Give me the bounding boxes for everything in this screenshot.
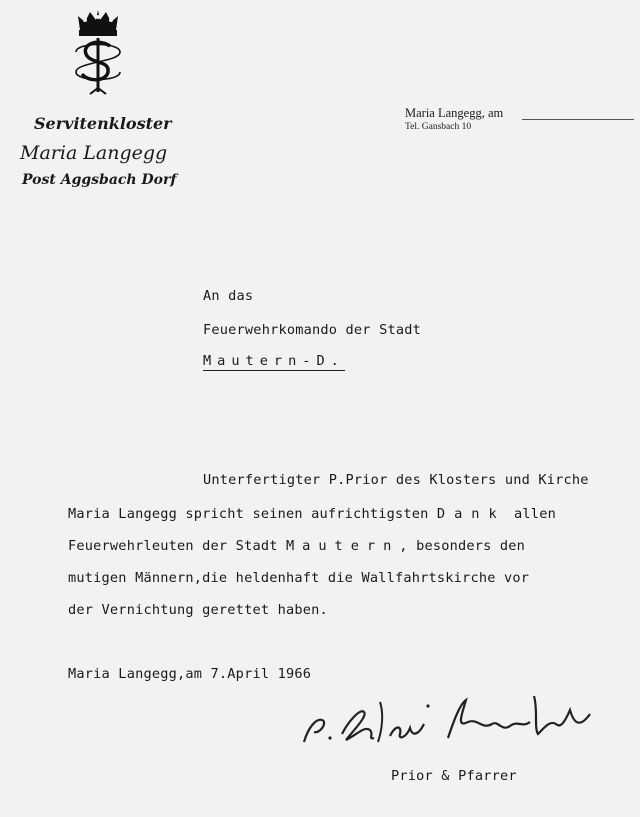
letterhead-org-line2: Maria Langegg: [20, 142, 168, 164]
recipient-line3: Mautern-D.: [203, 353, 345, 369]
body-line2: [68, 506, 556, 522]
body-line5: der Vernichtung gerettet haben.: [68, 602, 328, 618]
letterhead-org-line1: Servitenkloster: [34, 114, 172, 133]
body-line4: mutigen Männern,die heldenhaft die Wallfahrtskirche vor: [68, 570, 530, 586]
closing-date-line: Maria Langegg,am 7.April 1966: [68, 666, 312, 682]
crest-logo: [68, 8, 128, 100]
letterhead-org-line3: Post Aggsbach Dorf: [22, 172, 177, 188]
body-line3-a: Feuerwehrleuten der Stadt: [68, 538, 286, 554]
letterhead-phone: Tel. Gansbach 10: [405, 122, 472, 132]
date-underline: [522, 119, 634, 120]
letterhead-place-date: Maria Langegg, am: [405, 106, 504, 120]
recipient-line1: An das: [203, 288, 254, 304]
body-line3: [68, 538, 525, 554]
signer-title: Prior & Pfarrer: [391, 768, 517, 784]
signature: [298, 684, 598, 754]
body-line3-emphasis: Mautern: [286, 538, 400, 554]
recipient-line2: Feuerwehrkomando der Stadt: [203, 322, 421, 338]
body-line1: Unterfertigter P.Prior des Klosters und Kirche: [203, 472, 589, 488]
body-line2-emphasis: Dank: [436, 506, 506, 522]
body-line3-c: , besonders den: [399, 538, 526, 554]
body-line2-a: Maria Langegg spricht seinen aufrichtigsten: [68, 506, 437, 522]
body-line2-c: allen: [505, 506, 556, 522]
